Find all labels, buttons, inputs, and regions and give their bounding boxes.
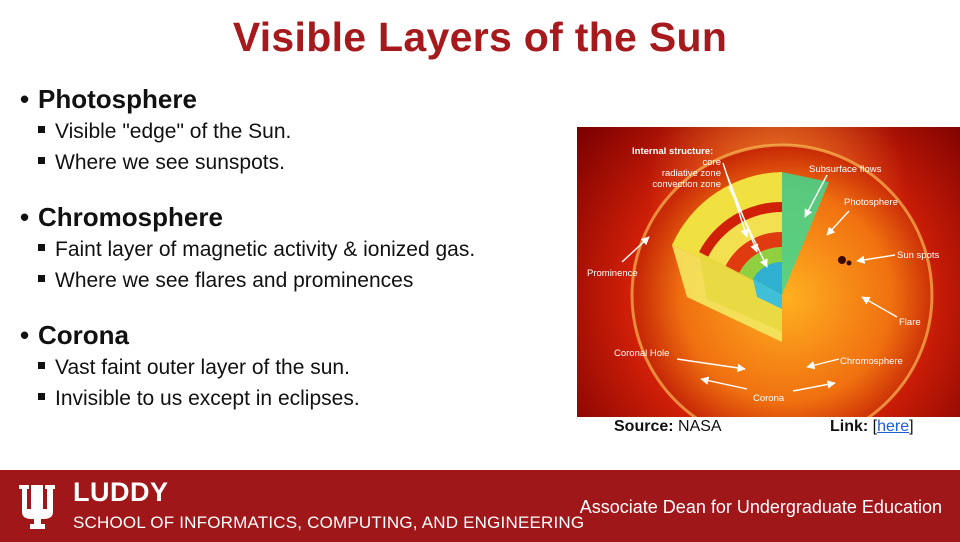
slide-title: Visible Layers of the Sun xyxy=(232,14,728,60)
label-convection-zone: convection zone xyxy=(652,179,721,190)
bullet-dot: • xyxy=(20,320,30,350)
sub-bullet: Where we see flares and prominences xyxy=(20,265,580,296)
sub-bullet: Visible "edge" of the Sun. xyxy=(20,116,580,147)
figure-source: Source: NASA xyxy=(614,418,722,435)
label-sun-spots: Sun spots xyxy=(897,250,940,261)
bullet-dot: • xyxy=(20,202,30,232)
label-chromosphere: Chromosphere xyxy=(840,356,903,367)
bullet-list xyxy=(20,82,580,436)
square-bullet-icon xyxy=(38,157,45,164)
figure-link: Link: [here] xyxy=(830,418,914,435)
source-link[interactable]: here xyxy=(877,418,910,435)
square-bullet-icon xyxy=(38,362,45,369)
footer-bar xyxy=(0,470,960,542)
sun-diagram-graphic xyxy=(577,127,960,417)
section-corona xyxy=(20,318,580,414)
label-radiative-zone: radiative zone xyxy=(661,168,721,179)
square-bullet-icon xyxy=(38,244,45,251)
label-corona: Corona xyxy=(753,393,785,404)
sun-diagram xyxy=(577,127,960,417)
square-bullet-icon xyxy=(38,126,45,133)
trident-logo-icon xyxy=(16,481,58,531)
label-internal-structure: Internal structure: xyxy=(632,146,714,157)
section-heading: Corona xyxy=(38,320,129,350)
sub-bullet: Invisible to us except in eclipses. xyxy=(20,383,580,414)
bullet-dot: • xyxy=(20,84,30,114)
label-coronal-hole: Coronal Hole xyxy=(614,348,670,359)
footer-brand: LUDDY xyxy=(73,477,169,507)
section-photosphere xyxy=(20,82,580,178)
sub-bullet: Where we see sunspots. xyxy=(20,147,580,178)
square-bullet-icon xyxy=(38,275,45,282)
footer-role: Associate Dean for Undergraduate Education xyxy=(579,497,942,517)
sunspot xyxy=(838,256,846,264)
section-heading: Chromosphere xyxy=(38,202,223,232)
label-subsurface-flows: Subsurface flows xyxy=(809,164,882,175)
label-prominence: Prominence xyxy=(587,268,638,279)
square-bullet-icon xyxy=(38,393,45,400)
label-flare: Flare xyxy=(899,317,921,328)
sub-bullet: Vast faint outer layer of the sun. xyxy=(20,352,580,383)
section-chromosphere xyxy=(20,200,580,296)
label-photosphere: Photosphere xyxy=(844,197,898,208)
section-heading: Photosphere xyxy=(38,84,197,114)
label-core: core xyxy=(702,157,721,168)
footer-school: SCHOOL OF INFORMATICS, COMPUTING, AND ENGINEERING xyxy=(73,513,585,532)
sub-bullet: Faint layer of magnetic activity & ionized gas. xyxy=(20,234,580,265)
